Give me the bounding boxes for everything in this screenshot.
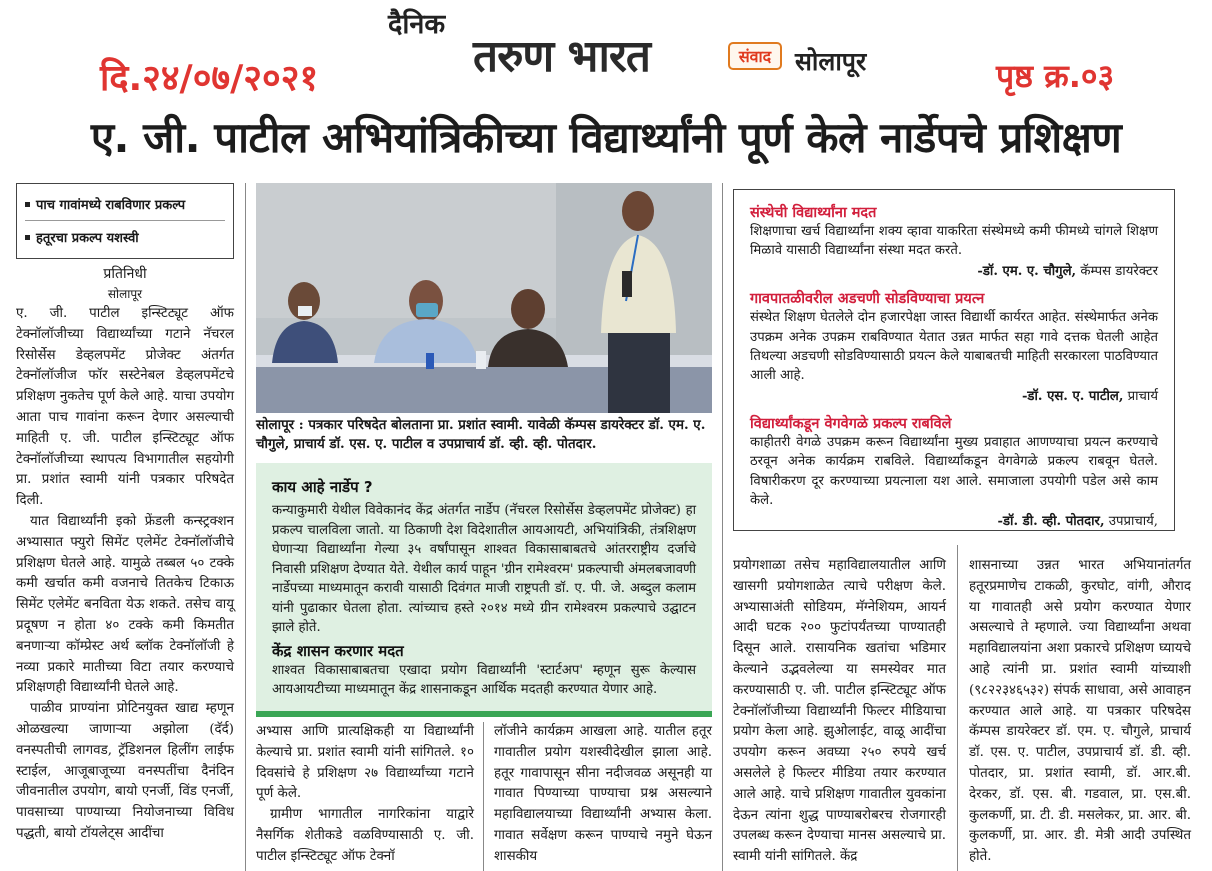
highlight-text: हतूरचा प्रकल्प यशस्वी	[36, 231, 139, 246]
info-paragraph: कन्याकुमारी येथील विवेकानंद केंद्र अंतर्गत नार्डेप (नॅचरल रिसोर्सेस डेव्हलपमेंट प्रोजेक्ट) हा प्रकल्प चालविला जातो. या ठिकाणी देश विदेशातील आयआयटी, अभियांत्रिकी, तंत्रशिक्षण घेणाऱ्या विद्यार्थ्यांना गेल्या ३५ वर्षांपासून शाश्वत विकासाबाबतचे आंतरराष्ट्रीय दर्जाचे निवासी प्रशिक्षण देण्यात येते. येथील कार्य पाहून 'ग्रीन रामेश्वरम' प्रकल्पाची अंमलबजावणी नार्डेपच्या माध्यमातून करावी यासाठी दिवंगत माजी राष्ट्रपती डॉ. ए. पी. जे. अब्दुल कलाम यांनी पुढाकार घेतला होता. त्यांच्याच हस्ते २०१४ मध्ये ग्रीन रामेश्वरम प्रकल्पाचे उद्घाटन झाले होते.	[272, 503, 696, 635]
article-column-2	[256, 722, 474, 868]
nardep-info-box	[256, 463, 712, 711]
paragraph: अभ्यास आणि प्रात्यक्षिकही या विद्यार्थ्यांनी केल्याचे प्रा. प्रशांत स्वामी यांनी सांगितले. १० दिवसांचे हे प्रशिक्षण २७ विद्यार्थ्यांच्या गटाने पूर्ण केले.	[256, 724, 474, 802]
photo-illustration	[256, 183, 712, 413]
page-number: पृष्ठ क्र.०३	[996, 57, 1115, 95]
byline-role: प्रतिनिधी	[103, 266, 147, 282]
paragraph: प्रयोगशाळा तसेच महाविद्यालयातील आणि खासगी प्रयोगशाळेत त्याचे परीक्षण केले. अभ्यासाअंती सोडियम, मॅग्नेशियम, आयर्न आदी घटक २०० फुटांपर्यंतच्या पाण्यातही दिसून आले. रासायनिक खतांचा भडिमार केल्याने उद्भवलेल्या या समस्येवर मात करण्यासाठी ए. जी. पाटील इन्स्टिट्यूट ऑफ टेक्नॉलॉजीच्या विद्यार्थ्यांनी फिल्टर मीडियाचा प्रयोग केला आहे. झुओलाईट, वाळू आदींचा उपयोग करून अवघ्या २५० रुपये खर्च असलेले हे फिल्टर मीडिया तयार करण्यात आले आहे. याचे प्रशिक्षण गावातील युवकांना देऊन त्यांना शुद्ध पाण्याबरोबरच रोजगारही उपलब्ध करून देण्याचा मानस असल्याचे प्रा. स्वामी यांनी सांगितले. केंद्र	[733, 558, 946, 865]
column-rule	[957, 545, 958, 871]
quote-author: -डॉ. एस. ए. पाटील,	[1021, 389, 1124, 405]
edition-city: सोलापूर	[795, 47, 867, 76]
article-column-1	[16, 264, 234, 845]
quote-author-title: उपप्राचार्य,	[1104, 514, 1158, 530]
byline-place: सोलापूर	[107, 287, 143, 301]
accent-bar	[256, 711, 712, 717]
paragraph: लॉजीने कार्यक्रम आखला आहे. यातील हतूर गावातील प्रयोग यशस्वीदेखील झाला आहे. हतूर गावापासून सीना नदीजवळ असूनही या गावात पिण्याच्या पाण्याचा प्रश्न असल्याने महाविद्यालयाच्या विद्यार्थ्यांनी अभ्यास केला. गावात सर्वेक्षण करून पाण्याचे नमुने घेऊन शासकीय	[494, 724, 712, 864]
quote-heading: गावपातळीवरील अडचणी सोडविण्याचा प्रयत्न	[750, 291, 985, 308]
bullet-icon	[25, 235, 30, 240]
article-column-5	[969, 556, 1191, 868]
column-rule	[483, 722, 484, 871]
paragraph: ग्रामीण भागातील नागरिकांना याद्वारे नैसर्गिक शेतीकडे वळविण्यासाठी ए. जी. पाटील इन्स्टिट्यूट ऑफ टेक्नॉ	[256, 807, 474, 864]
paragraph: पाळीव प्राण्यांना प्रोटिनयुक्त खाद्य म्हणून ओळखल्या जाणाऱ्या अझोला (दॅर्द) वनस्पतीची लागवड, ट्रॅडिशनल हिलींग लाईफ स्टाईल, आजूबाजूच्या वनस्पतींचा दैनंदिन जीवनातील उपयोग, बायो एनर्जी, विंड एनर्जी, पावसाच्या पाण्याच्या नियोजनाच्या विविध पद्धती, बायो टॉयलेट्स आदींचा	[16, 701, 234, 841]
quote-author-title: कॅम्पस डायरेक्टर	[1076, 264, 1158, 280]
column-rule	[722, 183, 723, 871]
quote-attribution	[750, 510, 1158, 534]
info-heading: केंद्र शासन करणार मदत	[272, 641, 404, 660]
highlight-text: पाच गावांमध्ये राबविणार प्रकल्प	[36, 198, 186, 213]
newspaper-title: तरुण भारत	[473, 31, 650, 82]
quotes-box	[733, 189, 1175, 531]
info-paragraph: शाश्वत विकासाबाबतचा एखादा प्रयोग विद्यार्थ्यांनी 'स्टार्टअप' म्हणून सुरू केल्यास आयआयटीच्या माध्यमातून केंद्र शासनाकडून आर्थिक मदतही करण्यात येणार आहे.	[272, 662, 696, 697]
bullet-icon	[25, 202, 30, 207]
info-heading: काय आहे नार्डेप ?	[272, 478, 373, 496]
samvad-badge: संवाद	[728, 42, 782, 70]
quote-attribution	[750, 260, 1158, 284]
quote-text: शिक्षणाचा खर्च विद्यार्थ्यांना शक्य व्हावा याकरिता संस्थेमध्ये कमी फीमध्ये चांगले शिक्षण मिळावे यासाठी विद्यार्थ्यांना संस्था मदत करते.	[750, 224, 1158, 259]
press-conference-photo	[256, 183, 712, 413]
column-rule	[245, 183, 246, 871]
quote-author: -डॉ. डी. व्ही. पोतदार,	[997, 514, 1105, 530]
quote-text: संस्थेत शिक्षण घेतलेले दोन हजारपेक्षा जास्त विद्यार्थी कार्यरत आहेत. संस्थेमार्फत अनेक उपक्रम अनेक उपक्रम राबविण्यात येतात उन्नत मार्फत सहा गावे दत्तक घेतली आहेत तिथल्या अडचणी सोडविण्यासाठी प्रयत्न केले याबाबतची माहिती सरकारला पाठविण्यात आली आहे.	[750, 310, 1158, 384]
highlight-item	[25, 223, 225, 251]
quote-author: -डॉ. एम. ए. चौगुले,	[977, 264, 1077, 280]
quote-author-title: प्राचार्य	[1123, 389, 1158, 405]
highlights-box	[16, 183, 234, 259]
quote-text: काहीतरी वेगळे उपक्रम करून विद्यार्थ्यांना मुख्य प्रवाहात आणण्याचा प्रयत्न करण्याचे ठरवून अनेक कार्यक्रम राबविले. विद्यार्थ्यांकडून वेगवेगळे प्रकल्प राबवून घेतले. विषारीकरण दूर करण्याच्या प्रयत्नाला यश आले. समाजाला उपयोगी पडेल असे काम केले.	[750, 435, 1158, 508]
quote-attribution	[750, 385, 1158, 409]
publication-date: दि.२४/०७/२०२१	[100, 58, 319, 99]
article-column-4	[733, 556, 946, 868]
paragraph: शासनाच्या उन्नत भारत अभियानांतर्गत हतूरप्रमाणेच टाकळी, कुरघोट, वांगी, औराद या गावातही असे प्रयोग करण्यात येणार असल्याचे ते म्हणाले. ज्या विद्यार्थ्यांना अथवा महाविद्यालयांना अशा प्रकारचे प्रशिक्षण घ्यायचे आहे त्यांनी प्रा. प्रशांत स्वामी यांच्याशी (९८२२३४६५३२) संपर्क साधावा, असे आवाहन करण्यात आले आहे. या पत्रकार परिषदेस कॅम्पस डायरेक्टर डॉ. एम. ए. चौगुले, प्राचार्य डॉ. एस. ए. पाटील, उपप्राचार्य डॉ. डी. व्ही. पोतदार, प्रा. प्रशांत स्वामी, डॉ. आर.बी. देरकर, डॉ. एस. बी. गडवाल, प्रा. एस.बी. कुलकर्णी, प्रा. टी. डी. मसलेकर, प्रा. आर. बी. कुलकर्णी, प्रा. आर. डी. मेत्री आदी उपस्थित होते.	[969, 558, 1191, 865]
quote-heading: संस्थेची विद्यार्थ्यांना मदत	[750, 205, 877, 221]
paragraph: ए. जी. पाटील इन्स्टिट्यूट ऑफ टेक्नॉलॉजीच्या विद्यार्थ्यांच्या गटाने नॅचरल रिसोर्सेस डेव्हलपमेंट प्रोजेक्ट अंतर्गत टेक्नॉलॉजीज फॉर सस्टेनेबल डेव्हलपमेंटचे प्रशिक्षण नुकतेच पूर्ण केले आहे. याचा उपयोग आता पाच गावांना करून देणार असल्याची माहिती ए. जी. पाटील इन्स्टिट्यूट ऑफ टेक्नॉलॉजीच्या स्थापत्य विभागातील सहयोगी प्रा. प्रशांत स्वामी यांनी पत्रकार परिषदेत दिली.	[16, 306, 234, 509]
quote-heading: विद्यार्थ्यांकडून वेगवेगळे प्रकल्प राबविले	[750, 416, 952, 433]
divider	[25, 220, 225, 221]
photo-caption: सोलापूर : पत्रकार परिषदेत बोलताना प्रा. प्रशांत स्वामी. यावेळी कॅम्पस डायरेक्टर डॉ. एम. ए. चौगुले, प्राचार्य डॉ. एस. ए. पाटील व उपप्राचार्य डॉ. व्ही. व्ही. पोतदार.	[256, 417, 706, 452]
article-headline: ए. जी. पाटील अभियांत्रिकीच्या विद्यार्थ्यांनी पूर्ण केले नार्डेपचे प्रशिक्षण	[90, 113, 1122, 162]
article-column-3	[494, 722, 712, 868]
highlight-item	[25, 190, 225, 218]
masthead-daily: दैनिक	[388, 9, 446, 40]
paragraph: यात विद्यार्थ्यांनी इको फ्रेंडली कन्स्ट्रक्शन अभ्यासात फ्युरो सिमेंट एलेमेंट टेक्नॉलॉजीचे प्रशिक्षण घेतले आहे. यामुळे तब्बल ५० टक्के कमी खर्चात कमी वजनाचे तितकेच टिकाऊ सिमेंट एलेमेंट बनविता येऊ शकते. तसेच वायू प्रदूषण न होता ४० टक्के कमी किमतीत बनणाऱ्या कॉम्प्रेस्ट अर्थ ब्लॉक टेक्नॉलॉजी हे नव्या प्रकारे मातीच्या विटा तयार करण्याचे प्रशिक्षणही विद्यार्थ्यांनी घेतले आहे.	[16, 513, 234, 696]
